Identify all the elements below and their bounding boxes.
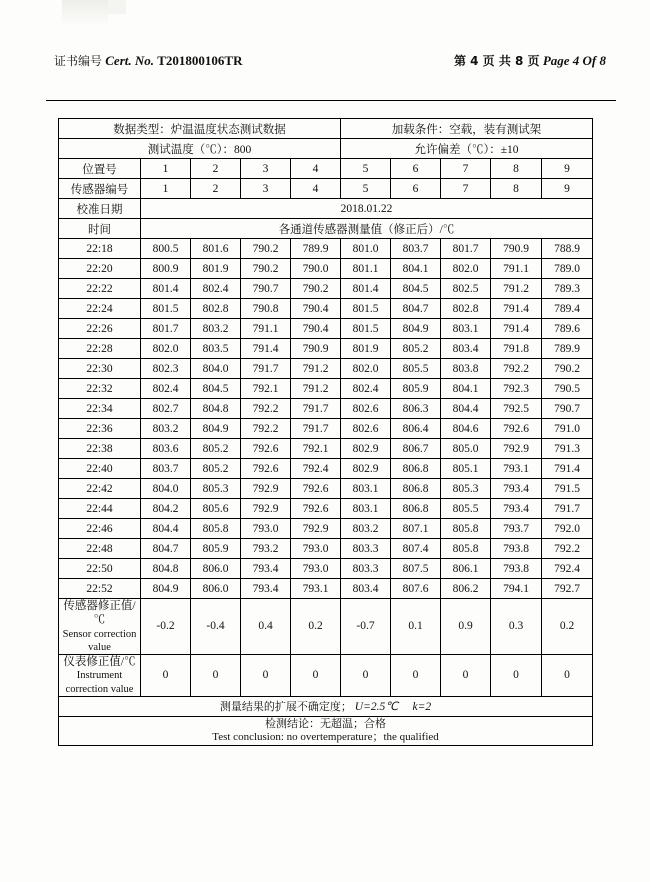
cell-value: 805.8 [441,519,491,539]
cell-value: 803.4 [441,339,491,359]
cell-value: 793.7 [491,519,542,539]
sensor-label: 传感器编号 [59,179,141,199]
cell-value: 803.2 [341,519,391,539]
certificate-number-value: T201800106TR [157,53,243,68]
cell-value: 793.0 [291,539,341,559]
cell-value: 806.0 [191,559,241,579]
cell-value: 805.6 [191,499,241,519]
cell-value: 805.8 [441,539,491,559]
sensor-9: 9 [542,179,593,199]
cell-value: 792.9 [291,519,341,539]
cell-value: 790.9 [491,239,542,259]
cell-value: 791.3 [542,439,593,459]
row-time: 22:30 [59,359,141,379]
cell-value: 791.2 [291,379,341,399]
cell-value: 805.5 [391,359,441,379]
row-time: 22:52 [59,579,141,599]
calibration-date-value: 2018.01.22 [141,199,593,219]
table-row-sensor-correction [59,599,593,655]
cell-value: 790.7 [542,399,593,419]
cell-value: 792.6 [241,439,291,459]
cell-value: 805.0 [441,439,491,459]
cell-value: 791.7 [291,399,341,419]
table-row-positions [59,159,593,179]
table-row [59,559,593,579]
cell-value: 802.0 [441,259,491,279]
certificate-number-block [54,52,243,69]
cell-value: 790.4 [291,299,341,319]
cell-value: 793.4 [491,499,542,519]
load-condition-cell: 加载条件：空载，装有测试架 [341,119,593,139]
row-time: 22:36 [59,419,141,439]
certificate-number-label-en: Cert. No. [105,53,155,68]
cell-value: 805.9 [391,379,441,399]
cell-value: 792.5 [491,399,542,419]
cell-value: 789.9 [542,339,593,359]
table-row-instrument-correction [59,655,593,697]
cell-value: 793.0 [291,559,341,579]
cell-value: 789.9 [291,239,341,259]
cell-value: 802.0 [141,339,191,359]
cell-value: 791.4 [241,339,291,359]
test-temperature-cell: 测试温度（℃）：800 [59,139,341,159]
sensor-correction-value: 0.2 [291,599,341,655]
cell-value: 802.8 [191,299,241,319]
cell-value: 804.8 [191,399,241,419]
table-row [59,259,593,279]
sensor-4: 4 [291,179,341,199]
cell-value: 803.1 [441,319,491,339]
cell-value: 793.4 [491,479,542,499]
cell-value: 791.2 [291,359,341,379]
table-row [59,519,593,539]
instrument-correction-value: 0 [491,655,542,697]
position-3: 3 [241,159,291,179]
cell-value: 801.6 [191,239,241,259]
row-time: 22:22 [59,279,141,299]
cell-value: 807.5 [391,559,441,579]
page-number-en: Page 4 Of 8 [542,53,606,68]
sensor-correction-value: -0.4 [191,599,241,655]
cell-value: 792.1 [241,379,291,399]
cell-value: 804.1 [441,379,491,399]
instrument-correction-label-cn: 仪表修正值/℃ [63,656,136,668]
cell-value: 790.9 [291,339,341,359]
cell-value: 802.7 [141,399,191,419]
cell-value: 804.9 [391,319,441,339]
cell-value: 790.8 [241,299,291,319]
cell-value: 802.8 [441,299,491,319]
cell-value: 806.0 [191,579,241,599]
row-time: 22:48 [59,539,141,559]
cell-value: 802.4 [191,279,241,299]
cell-value: 801.9 [341,339,391,359]
cell-value: 804.6 [441,419,491,439]
cell-value: 804.5 [391,279,441,299]
table-row-datatype [59,119,593,139]
table-row-conclusion [59,716,593,745]
cell-value: 806.3 [391,399,441,419]
cell-value: 801.7 [441,239,491,259]
table-row-uncertainty [59,696,593,716]
cell-value: 802.0 [341,359,391,379]
position-9: 9 [542,159,593,179]
row-time: 22:40 [59,459,141,479]
table-row [59,539,593,559]
row-time: 22:26 [59,319,141,339]
sensor-8: 8 [491,179,542,199]
cell-value: 801.9 [191,259,241,279]
cell-value: 802.6 [341,399,391,419]
table-row [59,359,593,379]
cell-value: 804.9 [191,419,241,439]
instrument-correction-label [59,655,141,697]
cell-value: 791.5 [542,479,593,499]
cell-value: 793.1 [291,579,341,599]
cell-value: 806.4 [391,419,441,439]
cell-value: 792.2 [491,359,542,379]
uncertainty-cell [59,696,593,716]
cell-value: 792.4 [542,559,593,579]
header-divider [46,100,616,101]
table-row-temp [59,139,593,159]
table-row-channel-header [59,219,593,239]
row-time: 22:34 [59,399,141,419]
cell-value: 791.1 [491,259,542,279]
sensor-correction-value: 0.3 [491,599,542,655]
table-row [59,379,593,399]
cell-value: 792.6 [491,419,542,439]
cell-value: 790.4 [291,319,341,339]
cell-value: 803.7 [391,239,441,259]
cell-value: 802.4 [141,379,191,399]
cell-value: 805.8 [191,519,241,539]
row-time: 22:28 [59,339,141,359]
table-row [59,439,593,459]
cell-value: 807.4 [391,539,441,559]
cell-value: 791.0 [542,419,593,439]
cell-value: 805.1 [441,459,491,479]
row-time: 22:20 [59,259,141,279]
calibration-date-label: 校准日期 [59,199,141,219]
furnace-temperature-data-table [58,118,593,746]
cell-value: 793.8 [491,559,542,579]
cell-value: 792.9 [241,499,291,519]
cell-value: 803.8 [441,359,491,379]
cell-value: 791.2 [491,279,542,299]
cell-value: 790.0 [291,259,341,279]
cell-value: 804.1 [391,259,441,279]
cell-value: 804.7 [391,299,441,319]
cell-value: 802.3 [141,359,191,379]
table-row [59,299,593,319]
cell-value: 803.4 [341,579,391,599]
position-7: 7 [441,159,491,179]
row-time: 22:44 [59,499,141,519]
cell-value: 792.6 [291,479,341,499]
cell-value: 804.9 [141,579,191,599]
position-1: 1 [141,159,191,179]
cell-value: 806.7 [391,439,441,459]
cell-value: 806.8 [391,459,441,479]
cell-value: 792.2 [241,399,291,419]
cell-value: 805.3 [191,479,241,499]
sensor-correction-value: -0.7 [341,599,391,655]
cell-value: 790.2 [241,259,291,279]
conclusion-cell [59,716,593,745]
row-time: 22:38 [59,439,141,459]
cell-value: 790.5 [542,379,593,399]
cell-value: 788.9 [542,239,593,259]
cell-value: 805.2 [191,439,241,459]
cell-value: 789.0 [542,259,593,279]
cell-value: 802.9 [341,459,391,479]
cell-value: 790.2 [241,239,291,259]
page-number-cn: 第 4 页 共 8 页 [453,54,540,68]
table-row [59,399,593,419]
cell-value: 805.3 [441,479,491,499]
cell-value: 791.1 [241,319,291,339]
cell-value: 792.2 [542,539,593,559]
sensor-3: 3 [241,179,291,199]
cell-value: 789.3 [542,279,593,299]
table-row [59,459,593,479]
cell-value: 792.6 [241,459,291,479]
sensor-6: 6 [391,179,441,199]
cell-value: 803.1 [341,479,391,499]
scan-artifact [62,0,108,24]
sensor-1: 1 [141,179,191,199]
sensor-correction-label-cn: 传感器修正值/℃ [63,600,136,627]
cell-value: 791.7 [291,419,341,439]
cell-value: 792.9 [241,479,291,499]
cell-value: 807.6 [391,579,441,599]
cell-value: 805.2 [191,459,241,479]
instrument-correction-value: 0 [241,655,291,697]
conclusion-en: Test conclusion: no overtemperature；the qualified [212,731,439,743]
row-time: 22:18 [59,239,141,259]
sensor-correction-value: 0.4 [241,599,291,655]
sensor-correction-value: 0.2 [542,599,593,655]
cell-value: 805.9 [191,539,241,559]
cell-value: 792.4 [291,459,341,479]
row-time: 22:32 [59,379,141,399]
cell-value: 792.6 [291,499,341,519]
cell-value: 793.4 [241,579,291,599]
uncertainty-label: 测量结果的扩展不确定度； [219,700,352,714]
table-row [59,419,593,439]
cell-value: 804.0 [141,479,191,499]
cell-value: 789.6 [542,319,593,339]
cell-value: 801.0 [341,239,391,259]
cell-value: 791.4 [542,459,593,479]
uncertainty-k-value: k=2 [412,701,432,714]
cell-value: 807.1 [391,519,441,539]
position-6: 6 [391,159,441,179]
cell-value: 790.2 [291,279,341,299]
cell-value: 801.5 [341,299,391,319]
row-time: 22:24 [59,299,141,319]
cell-value: 804.2 [141,499,191,519]
position-5: 5 [341,159,391,179]
cell-value: 791.7 [241,359,291,379]
cell-value: 805.2 [391,339,441,359]
cell-value: 792.2 [241,419,291,439]
cell-value: 791.8 [491,339,542,359]
cell-value: 801.4 [141,279,191,299]
cell-value: 800.9 [141,259,191,279]
cell-value: 793.8 [491,539,542,559]
cell-value: 806.8 [391,499,441,519]
cell-value: 803.7 [141,459,191,479]
cell-value: 800.5 [141,239,191,259]
sensor-7: 7 [441,179,491,199]
table-row-sensors [59,179,593,199]
position-2: 2 [191,159,241,179]
cell-value: 804.4 [141,519,191,539]
position-label: 位置号 [59,159,141,179]
cell-value: 791.4 [491,299,542,319]
table-row [59,279,593,299]
cell-value: 792.9 [491,439,542,459]
cell-value: 791.4 [491,319,542,339]
cell-value: 805.5 [441,499,491,519]
page-number-block [454,52,606,69]
instrument-correction-value: 0 [291,655,341,697]
sensor-2: 2 [191,179,241,199]
cell-value: 792.0 [542,519,593,539]
cell-value: 801.5 [141,299,191,319]
cell-value: 802.4 [341,379,391,399]
row-time: 22:46 [59,519,141,539]
table-row [59,239,593,259]
cell-value: 804.7 [141,539,191,559]
cell-value: 789.4 [542,299,593,319]
row-time: 22:42 [59,479,141,499]
cell-value: 801.1 [341,259,391,279]
cell-value: 804.5 [191,379,241,399]
cell-value: 792.7 [542,579,593,599]
instrument-correction-value: 0 [542,655,593,697]
table-row [59,579,593,599]
cell-value: 804.8 [141,559,191,579]
position-8: 8 [491,159,542,179]
channel-measurement-header: 各通道传感器测量值（修正后）/℃ [141,219,593,239]
instrument-correction-value: 0 [391,655,441,697]
position-4: 4 [291,159,341,179]
cell-value: 793.0 [241,519,291,539]
table-row [59,319,593,339]
cell-value: 803.1 [341,499,391,519]
cell-value: 790.7 [241,279,291,299]
cell-value: 806.1 [441,559,491,579]
cell-value: 794.1 [491,579,542,599]
sensor-5: 5 [341,179,391,199]
table-row-calibration-date [59,199,593,219]
table-row [59,339,593,359]
cell-value: 801.4 [341,279,391,299]
cell-value: 793.2 [241,539,291,559]
cell-value: 803.2 [191,319,241,339]
sensor-correction-value: 0.1 [391,599,441,655]
cell-value: 804.0 [191,359,241,379]
cell-value: 804.4 [441,399,491,419]
cell-value: 790.2 [542,359,593,379]
tolerance-cell: 允许偏差（℃）：±10 [341,139,593,159]
sensor-correction-value: 0.9 [441,599,491,655]
cell-value: 803.2 [141,419,191,439]
cell-value: 803.3 [341,539,391,559]
cell-value: 806.8 [391,479,441,499]
cell-value: 793.4 [241,559,291,579]
conclusion-cn: 检测结论：无超温；合格 [265,716,387,730]
data-type-cell: 数据类型：炉温温度状态测试数据 [59,119,341,139]
cell-value: 792.3 [491,379,542,399]
cell-value: 806.2 [441,579,491,599]
cell-value: 801.5 [341,319,391,339]
instrument-correction-value: 0 [441,655,491,697]
cell-value: 793.1 [491,459,542,479]
instrument-correction-value: 0 [341,655,391,697]
scan-artifact-secondary [108,0,126,14]
table-row [59,479,593,499]
instrument-correction-value: 0 [141,655,191,697]
certificate-number-label-cn: 证书编号 [54,54,103,68]
cell-value: 803.6 [141,439,191,459]
cell-value: 802.6 [341,419,391,439]
sensor-correction-value: -0.2 [141,599,191,655]
instrument-correction-label-en: Instrument correction value [65,670,134,695]
sensor-correction-label [59,599,141,655]
cell-value: 792.1 [291,439,341,459]
time-label: 时间 [59,219,141,239]
row-time: 22:50 [59,559,141,579]
uncertainty-u-value: U=2.5℃ [354,701,399,714]
table-row [59,499,593,519]
cell-value: 803.5 [191,339,241,359]
cell-value: 803.3 [341,559,391,579]
page-header [48,52,614,74]
cell-value: 791.7 [542,499,593,519]
cell-value: 802.9 [341,439,391,459]
cell-value: 801.7 [141,319,191,339]
cell-value: 802.5 [441,279,491,299]
instrument-correction-value: 0 [191,655,241,697]
sensor-correction-label-en: Sensor correction value [62,628,137,653]
